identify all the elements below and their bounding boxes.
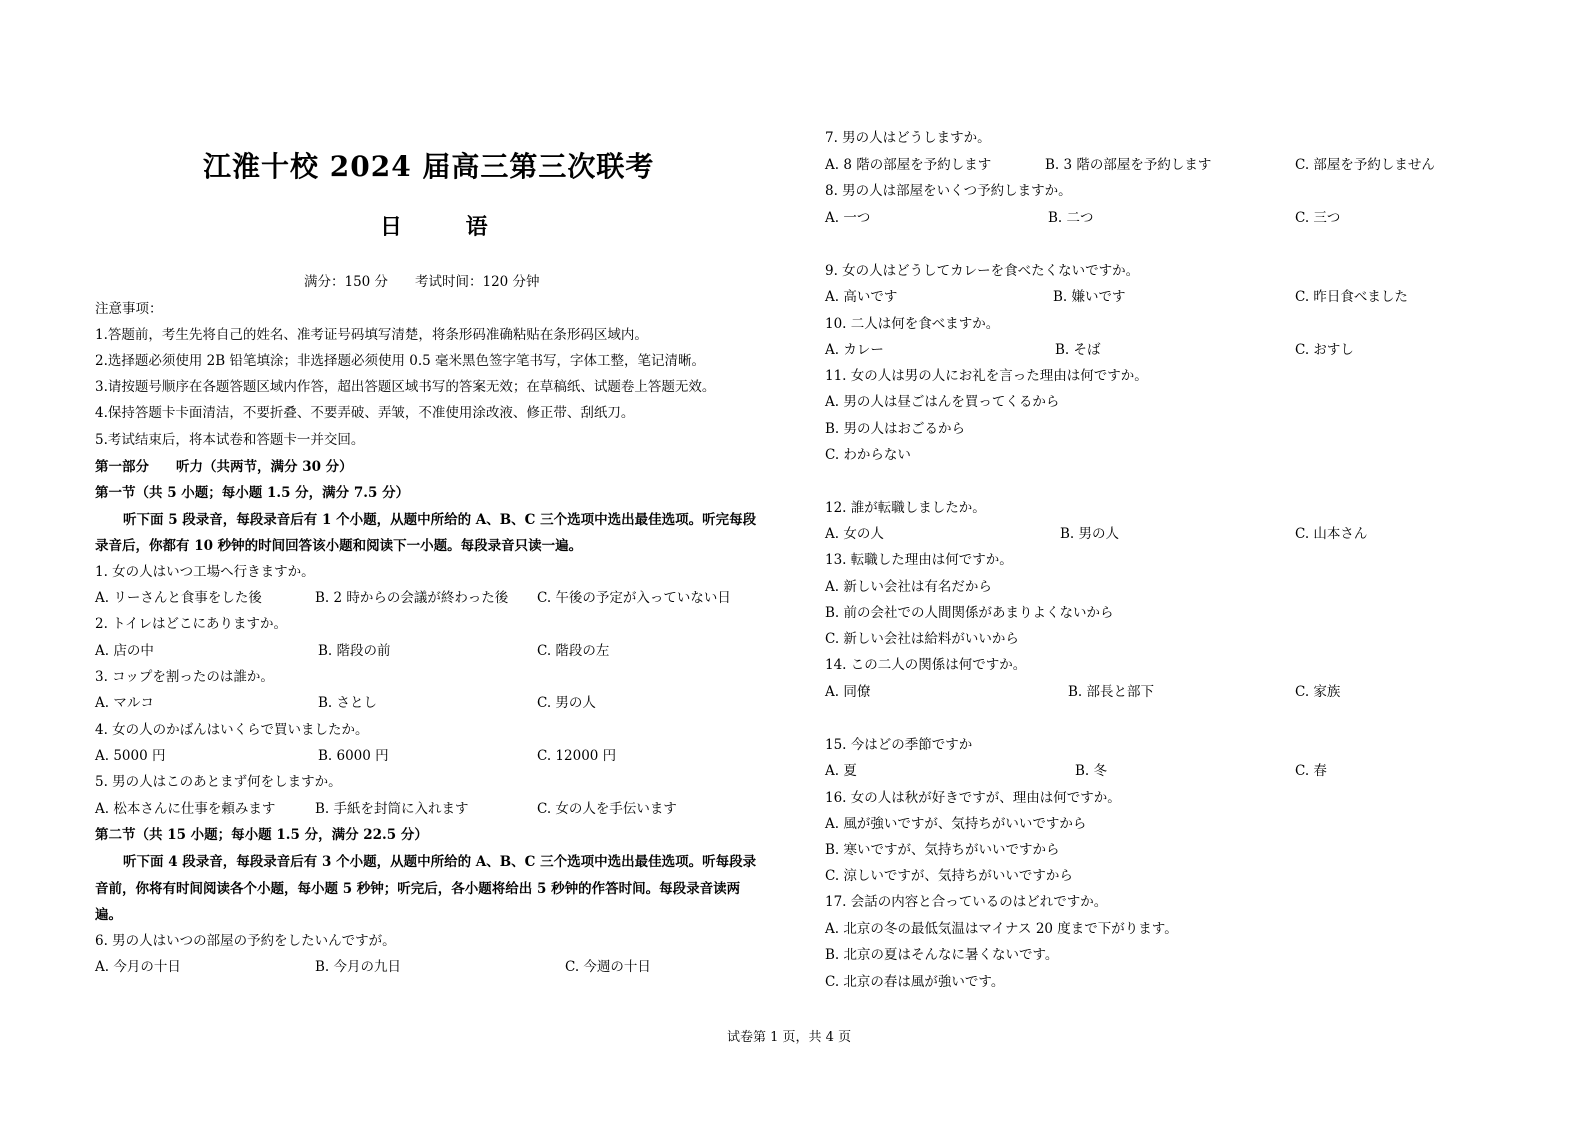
- question-stem: 7. 男の人はどうしますか。: [825, 130, 991, 146]
- option-a: A. 店の中: [95, 643, 154, 659]
- option-b: B. そば: [1055, 342, 1101, 358]
- note-item: 2.选择题必须使用 2B 铅笔填涂；非选择题必须使用 0.5 毫米黑色签字笔书写，字体工整，笔记清晰。: [95, 353, 706, 369]
- option-a: A. 今月の十日: [95, 959, 181, 975]
- section2-instructions: 遍。: [95, 907, 122, 923]
- question-stem: 14. この二人の関係は何ですか。: [825, 657, 1027, 673]
- option-a: A. 新しい会社は有名だから: [825, 579, 992, 595]
- option-b: B. 嫌いです: [1053, 289, 1126, 305]
- notes-heading: 注意事项：: [95, 301, 163, 317]
- option-b: B. さとし: [318, 695, 378, 711]
- option-c: C. 三つ: [1295, 210, 1341, 226]
- option-c: C. 家族: [1295, 684, 1341, 700]
- question-stem: 13. 転職した理由は何ですか。: [825, 552, 1013, 568]
- note-item: 4.保持答题卡卡面清洁，不要折叠、不要弄破、弄皱，不准使用涂改液、修正带、刮纸刀。: [95, 405, 635, 421]
- option-b: B. 前の会社での人間関係があまりよくないから: [825, 605, 1114, 621]
- option-c: C. わからない: [825, 447, 911, 463]
- question-stem: 6. 男の人はいつの部屋の予約をしたいんですが。: [95, 933, 396, 949]
- question-stem: 12. 誰が転職しましたか。: [825, 500, 986, 516]
- option-c: C. 女の人を手伝います: [537, 801, 677, 817]
- option-a: A. 松本さんに仕事を頼みます: [95, 801, 276, 817]
- part1-heading: 第一部分 听力（共两节，满分 30 分）: [95, 459, 353, 475]
- section2-instructions: 听下面 4 段录音，每段录音后有 3 个小题，从题中所给的 A、B、C 三个选项中选出最佳选项。听每段录: [123, 854, 757, 870]
- option-a: A. 女の人: [825, 526, 884, 542]
- option-b: B. 寒いですが、気持ちがいいですから: [825, 842, 1060, 858]
- exam-title: 江淮十校 2024 届高三第三次联考: [203, 150, 655, 183]
- option-b: B. 手紙を封筒に入れます: [315, 801, 469, 817]
- option-b: B. 男の人はおごるから: [825, 421, 966, 437]
- option-c: C. 春: [1295, 763, 1327, 779]
- question-stem: 8. 男の人は部屋をいくつ予約しますか。: [825, 183, 1072, 199]
- note-item: 1.答题前，考生先将自己的姓名、准考证号码填写清楚，将条形码准确粘贴在条形码区域内。: [95, 327, 648, 343]
- question-stem: 3. コップを割ったのは誰か。: [95, 669, 274, 685]
- question-stem: 10. 二人は何を食べますか。: [825, 316, 1000, 332]
- question-stem: 11. 女の人は男の人にお礼を言った理由は何ですか。: [825, 368, 1148, 384]
- option-b: B. 階段の前: [318, 643, 391, 659]
- option-a: A. 5000 円: [95, 748, 166, 764]
- option-a: A. 8 階の部屋を予約します: [825, 157, 992, 173]
- option-c: C. 新しい会社は給料がいいから: [825, 631, 1019, 647]
- question-stem: 1. 女の人はいつ工場へ行きますか。: [95, 564, 315, 580]
- option-a: A. マルコ: [95, 695, 154, 711]
- option-a: A. 高いです: [825, 289, 898, 305]
- section1-instructions: 听下面 5 段录音，每段录音后有 1 个小题，从题中所给的 A、B、C 三个选项中选出最佳选项。听完每段: [123, 512, 757, 528]
- full-score: 满分：150 分: [304, 274, 389, 290]
- question-stem: 15. 今はどの季節ですか: [825, 737, 973, 753]
- option-b: B. 2 時からの会議が終わった後: [315, 590, 509, 606]
- section2-instructions: 音前，你将有时间阅读各个小题，每小题 5 秒钟；听完后，各小题将给出 5 秒钟的作答时间。每段录音读两: [95, 881, 741, 897]
- note-item: 3.请按题号顺序在各题答题区域内作答，超出答题区域书写的答案无效；在草稿纸、试题卷上答题无效。: [95, 379, 716, 395]
- section2-heading: 第二节（共 15 小题；每小题 1.5 分，满分 22.5 分）: [95, 827, 428, 843]
- option-b: B. 部長と部下: [1068, 684, 1155, 700]
- option-a: A. 夏: [825, 763, 857, 779]
- question-stem: 2. トイレはどこにありますか。: [95, 616, 287, 632]
- option-c: C. 階段の左: [537, 643, 610, 659]
- option-a: A. 風が強いですが、気持ちがいいですから: [825, 816, 1087, 832]
- exam-time: 考试时间：120 分钟: [415, 274, 540, 290]
- page-footer: 试卷第 1 页，共 4 页: [727, 1030, 852, 1045]
- option-c: C. 山本さん: [1295, 526, 1368, 542]
- option-c: C. おすし: [1295, 342, 1354, 358]
- question-stem: 5. 男の人はこのあとまず何をしますか。: [95, 774, 342, 790]
- section1-heading: 第一节（共 5 小题；每小题 1.5 分，满分 7.5 分）: [95, 485, 410, 501]
- option-a: A. 男の人は昼ごはんを買ってくるから: [825, 394, 1060, 410]
- question-stem: 17. 会話の内容と合っているのはどれですか。: [825, 894, 1108, 910]
- section1-instructions: 录音后，你都有 10 秒钟的时间回答该小题和阅读下一小题。每段录音只读一遍。: [95, 538, 583, 554]
- question-stem: 9. 女の人はどうしてカレーを食べたくないですか。: [825, 263, 1140, 279]
- note-item: 5.考试结束后，将本试卷和答题卡一并交回。: [95, 432, 365, 448]
- question-stem: 4. 女の人のかばんはいくらで買いましたか。: [95, 722, 369, 738]
- option-c: C. 12000 円: [537, 748, 617, 764]
- option-a: A. 北京の冬の最低気温はマイナス 20 度まで下がります。: [825, 921, 1178, 937]
- option-b: B. 二つ: [1048, 210, 1094, 226]
- option-c: C. 昨日食べました: [1295, 289, 1408, 305]
- option-c: C. 午後の予定が入っていない日: [537, 590, 731, 606]
- subject-title: 日 语: [380, 214, 516, 240]
- option-b: B. 3 階の部屋を予約します: [1045, 157, 1212, 173]
- option-a: A. カレー: [825, 342, 884, 358]
- option-a: A. リーさんと食事をした後: [95, 590, 262, 606]
- option-c: C. 男の人: [537, 695, 596, 711]
- option-b: B. 男の人: [1060, 526, 1120, 542]
- question-stem: 16. 女の人は秋が好きですが、理由は何ですか。: [825, 790, 1121, 806]
- option-c: C. 北京の春は風が強いです。: [825, 974, 1005, 990]
- option-c: C. 部屋を予約しません: [1295, 157, 1435, 173]
- option-a: A. 一つ: [825, 210, 871, 226]
- option-b: B. 6000 円: [318, 748, 389, 764]
- option-b: B. 冬: [1075, 763, 1108, 779]
- option-c: C. 今週の十日: [565, 959, 651, 975]
- option-b: B. 今月の九日: [315, 959, 402, 975]
- option-a: A. 同僚: [825, 684, 871, 700]
- option-b: B. 北京の夏はそんなに暑くないです。: [825, 947, 1059, 963]
- option-c: C. 涼しいですが、気持ちがいいですから: [825, 868, 1073, 884]
